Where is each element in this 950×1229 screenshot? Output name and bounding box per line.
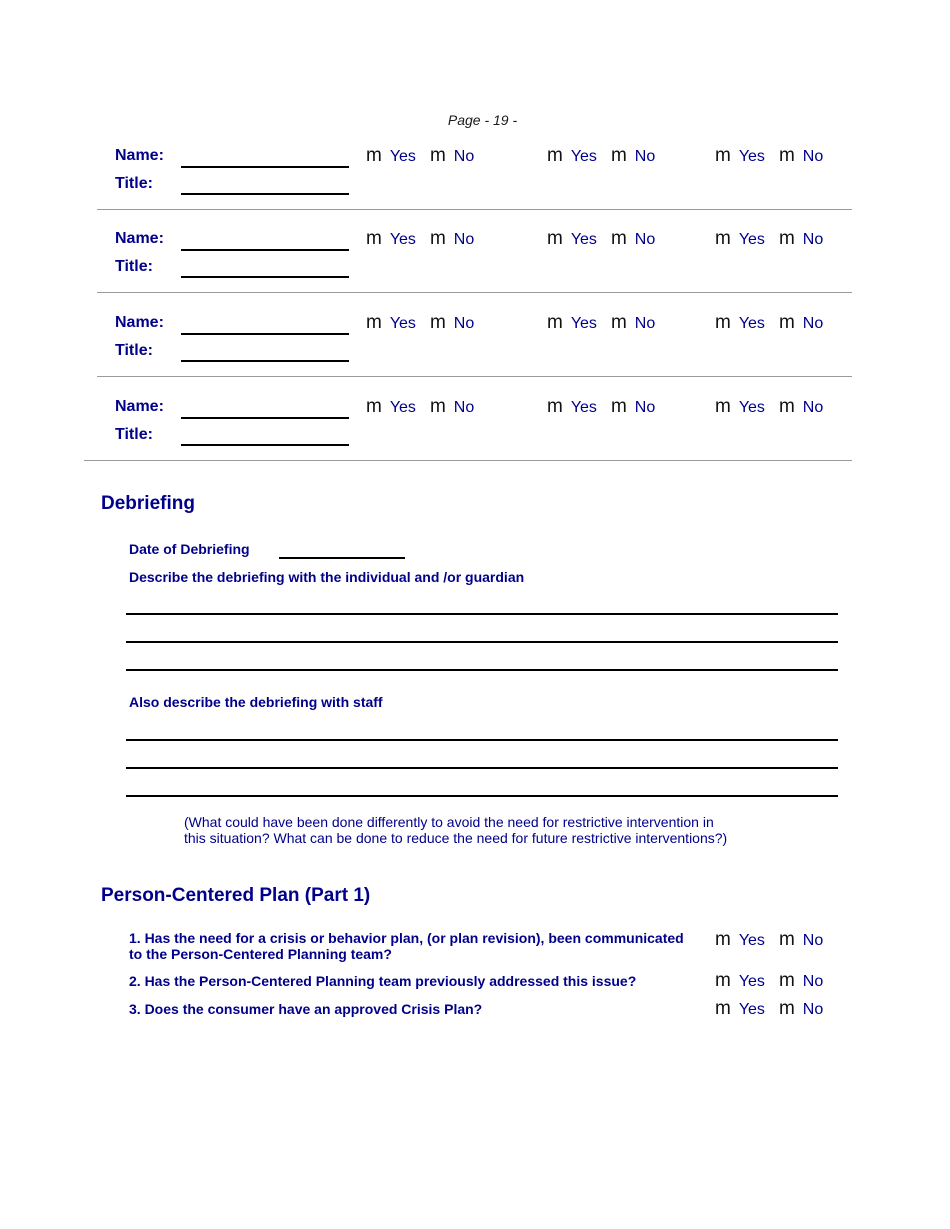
- pcp-question-2-answer: [715, 970, 823, 992]
- debriefing-note: [184, 814, 727, 846]
- no-label[interactable]: No: [802, 315, 824, 332]
- no-label[interactable]: No: [453, 315, 475, 332]
- no-label[interactable]: No: [634, 148, 656, 165]
- no-label[interactable]: No: [802, 932, 824, 949]
- no-checkbox-icon[interactable]: m: [429, 228, 446, 249]
- yes-label[interactable]: Yes: [738, 1001, 765, 1018]
- title-label-row-3: Title:: [115, 342, 153, 359]
- yes-no-group-row-2-col-2: [547, 228, 655, 250]
- staff-description-line-2[interactable]: [126, 767, 838, 769]
- pcp-question-1-answer: [715, 929, 823, 951]
- yes-no-group-row-2-col-1: [366, 228, 474, 250]
- individual-description-line-2[interactable]: [126, 641, 838, 643]
- no-label[interactable]: No: [453, 231, 475, 248]
- describe-staff-label: Also describe the debriefing with staff: [129, 694, 383, 710]
- name-label-row-4: Name:: [115, 398, 164, 415]
- debriefing-heading: Debriefing: [101, 493, 195, 514]
- name-field-row-1[interactable]: [181, 166, 349, 168]
- yes-no-group-row-1-col-1: [366, 145, 474, 167]
- debriefing-note-line-2: this situation? What can be done to reduce the need for future restrictive interventions?): [184, 830, 728, 846]
- no-label[interactable]: No: [453, 148, 475, 165]
- title-label-row-4: Title:: [115, 426, 153, 443]
- yes-label[interactable]: Yes: [738, 932, 765, 949]
- yes-label[interactable]: Yes: [389, 399, 416, 416]
- name-label-row-2: Name:: [115, 230, 164, 247]
- title-label-row-2: Title:: [115, 258, 153, 275]
- yes-checkbox-icon[interactable]: m: [366, 312, 382, 333]
- no-checkbox-icon[interactable]: m: [429, 145, 446, 166]
- yes-label[interactable]: Yes: [738, 973, 765, 990]
- yes-no-group-row-4-col-3: [715, 396, 823, 418]
- title-label-row-1: Title:: [115, 175, 153, 192]
- yes-checkbox-icon[interactable]: m: [715, 929, 731, 950]
- name-label-row-1: Name:: [115, 147, 164, 164]
- pcp-question-3: 3. Does the consumer have an approved Crisis Plan?: [129, 1001, 483, 1017]
- no-label[interactable]: No: [634, 231, 656, 248]
- yes-checkbox-icon[interactable]: m: [715, 998, 731, 1019]
- yes-label[interactable]: Yes: [389, 231, 416, 248]
- yes-checkbox-icon[interactable]: m: [715, 228, 731, 249]
- yes-no-group-row-1-col-2: [547, 145, 655, 167]
- no-checkbox-icon[interactable]: m: [778, 145, 795, 166]
- yes-no-group-row-2-col-3: [715, 228, 823, 250]
- name-field-row-4[interactable]: [181, 417, 349, 419]
- no-checkbox-icon[interactable]: m: [778, 998, 795, 1019]
- pcp-question-1-line-2: to the Person-Centered Planning team?: [129, 946, 392, 962]
- yes-no-group-row-1-col-3: [715, 145, 823, 167]
- staff-description-line-1[interactable]: [126, 739, 838, 741]
- page-number: Page - 19 -: [447, 112, 518, 128]
- yes-checkbox-icon[interactable]: m: [715, 145, 731, 166]
- yes-no-group-row-4-col-2: [547, 396, 655, 418]
- yes-checkbox-icon[interactable]: m: [366, 396, 382, 417]
- no-checkbox-icon[interactable]: m: [610, 228, 627, 249]
- no-checkbox-icon[interactable]: m: [429, 312, 446, 333]
- individual-description-line-1[interactable]: [126, 613, 838, 615]
- no-label[interactable]: No: [802, 973, 824, 990]
- yes-label[interactable]: Yes: [570, 148, 597, 165]
- yes-checkbox-icon[interactable]: m: [715, 970, 731, 991]
- person-centered-plan-heading: Person-Centered Plan (Part 1): [101, 885, 371, 906]
- yes-label[interactable]: Yes: [389, 315, 416, 332]
- pcp-question-1-line-1: 1. Has the need for a crisis or behavior plan, (or plan revision), been communicated: [129, 930, 684, 946]
- yes-label[interactable]: Yes: [738, 399, 765, 416]
- yes-label[interactable]: Yes: [738, 231, 765, 248]
- name-field-row-3[interactable]: [181, 333, 349, 335]
- yes-checkbox-icon[interactable]: m: [715, 396, 731, 417]
- yes-checkbox-icon[interactable]: m: [547, 396, 563, 417]
- yes-no-group-row-3-col-3: [715, 312, 823, 334]
- row-divider-2: [97, 292, 852, 293]
- title-field-row-4[interactable]: [181, 444, 349, 446]
- no-checkbox-icon[interactable]: m: [610, 396, 627, 417]
- name-label-row-3: Name:: [115, 314, 164, 331]
- title-field-row-3[interactable]: [181, 360, 349, 362]
- yes-no-group-row-3-col-2: [547, 312, 655, 334]
- title-field-row-1[interactable]: [181, 193, 349, 195]
- yes-label[interactable]: Yes: [389, 148, 416, 165]
- staff-description-line-3[interactable]: [126, 795, 838, 797]
- debriefing-note-line-1: (What could have been done differently to avoid the need for restrictive intervention in: [184, 814, 714, 830]
- yes-checkbox-icon[interactable]: m: [547, 312, 563, 333]
- no-label[interactable]: No: [802, 148, 824, 165]
- no-checkbox-icon[interactable]: m: [778, 970, 795, 991]
- no-label[interactable]: No: [634, 399, 656, 416]
- no-checkbox-icon[interactable]: m: [778, 929, 795, 950]
- no-label[interactable]: No: [453, 399, 475, 416]
- pcp-question-1: [129, 930, 684, 962]
- describe-individual-label: Describe the debriefing with the individual and /or guardian: [129, 569, 525, 585]
- no-checkbox-icon[interactable]: m: [429, 396, 446, 417]
- yes-checkbox-icon[interactable]: m: [366, 145, 382, 166]
- individual-description-line-3[interactable]: [126, 669, 838, 671]
- yes-checkbox-icon[interactable]: m: [715, 312, 731, 333]
- yes-label[interactable]: Yes: [570, 315, 597, 332]
- pcp-question-2: 2. Has the Person-Centered Planning team previously addressed this issue?: [129, 973, 637, 989]
- yes-label[interactable]: Yes: [738, 148, 765, 165]
- no-checkbox-icon[interactable]: m: [610, 145, 627, 166]
- no-checkbox-icon[interactable]: m: [610, 312, 627, 333]
- yes-checkbox-icon[interactable]: m: [366, 228, 382, 249]
- name-field-row-2[interactable]: [181, 249, 349, 251]
- row-divider-1: [97, 209, 852, 210]
- no-label[interactable]: No: [802, 1001, 824, 1018]
- no-label[interactable]: No: [802, 399, 824, 416]
- title-field-row-2[interactable]: [181, 276, 349, 278]
- no-checkbox-icon[interactable]: m: [778, 228, 795, 249]
- date-of-debriefing-field[interactable]: [279, 557, 405, 559]
- no-checkbox-icon[interactable]: m: [778, 396, 795, 417]
- yes-label[interactable]: Yes: [570, 399, 597, 416]
- pcp-question-3-answer: [715, 998, 823, 1020]
- row-divider-3: [97, 376, 852, 377]
- yes-label[interactable]: Yes: [738, 315, 765, 332]
- no-label[interactable]: No: [634, 315, 656, 332]
- yes-no-group-row-3-col-1: [366, 312, 474, 334]
- yes-checkbox-icon[interactable]: m: [547, 145, 563, 166]
- no-label[interactable]: No: [802, 231, 824, 248]
- yes-checkbox-icon[interactable]: m: [547, 228, 563, 249]
- row-divider-4: [84, 460, 852, 461]
- no-checkbox-icon[interactable]: m: [778, 312, 795, 333]
- yes-label[interactable]: Yes: [570, 231, 597, 248]
- yes-no-group-row-4-col-1: [366, 396, 474, 418]
- date-of-debriefing-label: Date of Debriefing: [129, 541, 250, 557]
